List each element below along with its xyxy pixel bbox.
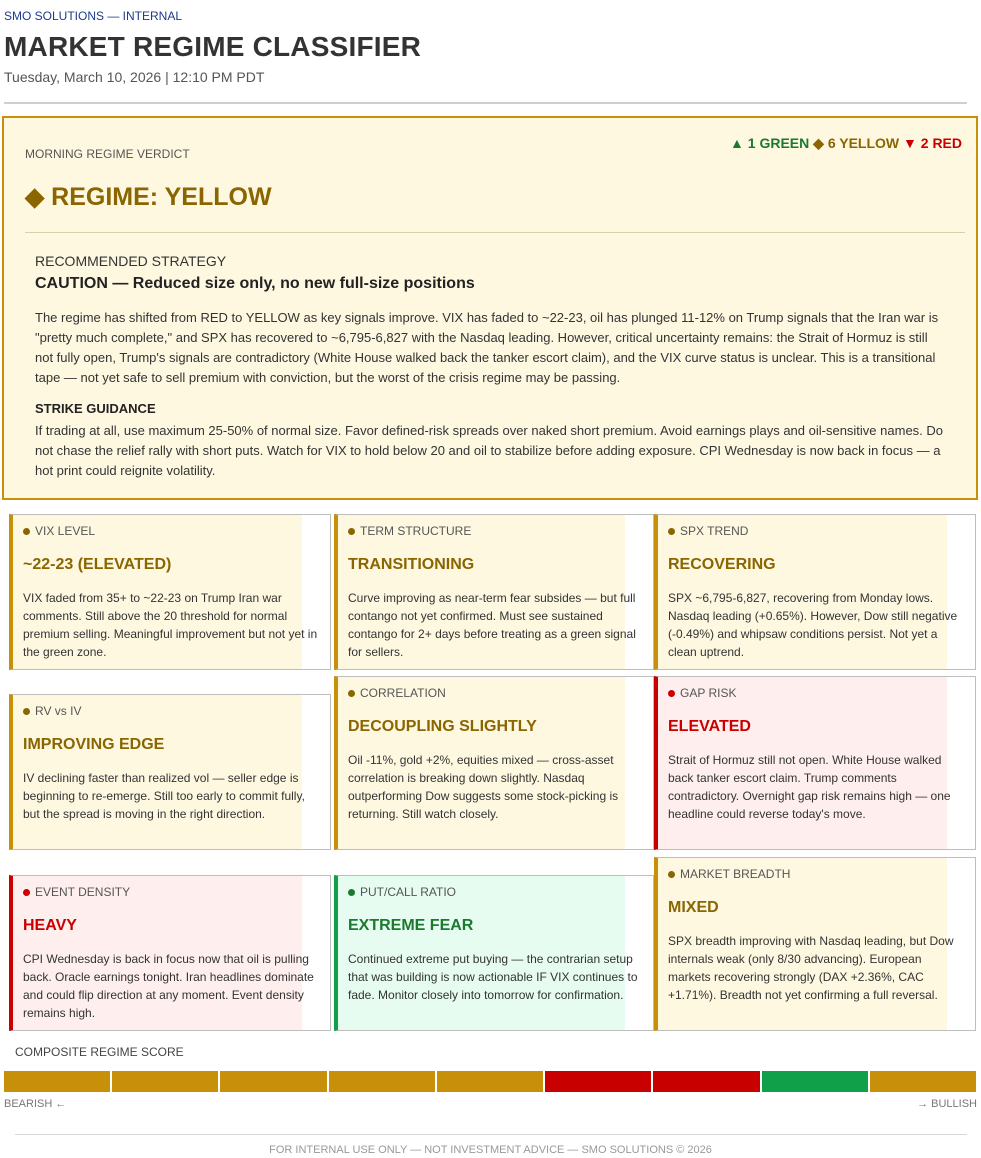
card-value: HEAVY (23, 917, 77, 934)
card-value: RECOVERING (668, 556, 776, 573)
score-segment-yellow (437, 1071, 543, 1092)
card-label: MARKET BREADTH (680, 867, 791, 881)
regime-headline: ◆ REGIME: YELLOW (25, 183, 272, 211)
card-description: Continued extreme put buying — the contrarian setup that was building is now actionable IF VIX continues to fade. Monitor closely into tomorrow for confirmation. (348, 952, 638, 1002)
status-dot-icon (668, 528, 675, 535)
footer-divider (15, 1134, 967, 1135)
verdict-divider (25, 232, 965, 233)
card-label: RV vs IV (35, 704, 82, 718)
status-dot-icon (668, 871, 675, 878)
signal-card-market-breadth (654, 857, 976, 1031)
bearish-label: BEARISH ← (4, 1098, 67, 1110)
report-datetime: Tuesday, March 10, 2026 | 12:10 PM PDT (4, 69, 265, 85)
header-divider (4, 102, 967, 104)
signal-card-rv-vs-iv (9, 694, 331, 850)
signal-card-vix-level (9, 514, 331, 670)
score-segment-yellow (220, 1071, 326, 1092)
status-dot-icon (23, 889, 30, 896)
card-value: MIXED (668, 899, 719, 916)
score-segment-yellow (329, 1071, 435, 1092)
strategy-body: The regime has shifted from RED to YELLOW as key signals improve. VIX has faded to ~22-23, oil has plunged 11-12% on Trump signals that the Iran war is "pretty much complete," and SPX has recovered to ~6,795-6,827 with the Nasdaq leading. However, critical uncertainty remains: the Strait of Hormuz is still not fully open, Trump's signals are contradictory (White House walked back the tanker escort claim), and the VIX curve status is unclear. This is a transitional tape — not yet safe to sell premium with conviction, but the worst of the crisis regime may be passing. (35, 310, 939, 385)
signal-card-put-call-ratio (334, 875, 654, 1031)
page-title: MARKET REGIME CLASSIFIER (4, 31, 422, 62)
green-count: ▲ 1 GREEN (730, 135, 810, 151)
signal-card-term-structure (334, 514, 654, 670)
strike-guidance-label: STRIKE GUIDANCE (35, 401, 156, 416)
card-label: EVENT DENSITY (35, 885, 131, 899)
verdict-label: MORNING REGIME VERDICT (25, 147, 190, 161)
card-label: GAP RISK (680, 686, 737, 700)
bullish-label: → BULLISH (917, 1098, 977, 1110)
status-dot-icon (23, 528, 30, 535)
card-description: CPI Wednesday is back in focus now that oil is pulling back. Oracle earnings tonight. Iran headlines dominate and could flip direction at any moment. Event density remains high. (23, 952, 314, 1020)
signal-card-spx-trend (654, 514, 976, 670)
status-dot-icon (348, 528, 355, 535)
score-segment-red (653, 1071, 759, 1092)
card-value: ~22-23 (ELEVATED) (23, 556, 172, 573)
card-description: VIX faded from 35+ to ~22-23 on Trump Iran war comments. Still above the 20 threshold for normal premium selling. Meaningful improvement but not yet in the green zone. (23, 591, 318, 659)
signal-card-gap-risk (654, 676, 976, 850)
card-label: PUT/CALL RATIO (360, 885, 457, 899)
signal-counts (730, 135, 962, 152)
score-segment-green (762, 1071, 868, 1092)
card-description: Oil -11%, gold +2%, equities mixed — cross-asset correlation is breaking down slightly. Nasdaq outperforming Dow suggests some stock-picking is returning. Still watch closely. (348, 753, 619, 821)
strategy-label: RECOMMENDED STRATEGY (35, 253, 227, 269)
card-label: CORRELATION (360, 686, 446, 700)
status-dot-icon (348, 889, 355, 896)
footer-disclaimer: FOR INTERNAL USE ONLY — NOT INVESTMENT ADVICE — SMO SOLUTIONS © 2026 (269, 1144, 712, 1156)
card-label: SPX TREND (680, 524, 749, 538)
composite-score-bar (4, 1071, 976, 1092)
status-dot-icon (23, 708, 30, 715)
card-value: TRANSITIONING (348, 556, 475, 573)
card-description: Strait of Hormuz still not open. White House walked back tanker escort claim. Trump comments contradictory. Overnight gap risk remains high — one headline could reverse today's move. (668, 753, 951, 821)
score-segment-yellow (4, 1071, 110, 1092)
card-description: IV declining faster than realized vol — seller edge is beginning to re-emerge. Still too early to commit fully, but the spread is moving in the right direction. (23, 771, 305, 821)
score-segment-yellow (112, 1071, 218, 1092)
composite-score-label: COMPOSITE REGIME SCORE (15, 1045, 184, 1059)
score-segment-yellow (870, 1071, 976, 1092)
status-dot-icon (348, 690, 355, 697)
signal-card-correlation (334, 676, 654, 850)
card-value: ELEVATED (668, 718, 751, 735)
card-description: Curve improving as near-term fear subsides — but full contango not yet confirmed. Must see sustained contango for 2+ days before treating as a green signal for sellers. (348, 591, 636, 659)
score-segment-red (545, 1071, 651, 1092)
red-count: ▼ 2 RED (903, 135, 962, 151)
strategy-headline: CAUTION — Reduced size only, no new full-size positions (35, 275, 475, 292)
card-label: TERM STRUCTURE (360, 524, 472, 538)
card-description: SPX ~6,795-6,827, recovering from Monday lows. Nasdaq leading (+0.65%). However, Dow still negative (-0.49%) and whipsaw conditions persist. Not yet a clean uptrend. (668, 591, 958, 659)
signal-card-event-density (9, 875, 331, 1031)
yellow-count: ◆ 6 YELLOW (813, 135, 900, 151)
card-value: DECOUPLING SLIGHTLY (348, 718, 537, 735)
org-label: SMO SOLUTIONS — INTERNAL (4, 9, 183, 23)
strike-guidance-body: If trading at all, use maximum 25-50% of normal size. Favor defined-risk spreads over naked short premium. Avoid earnings plays and oil-sensitive names. Do not chase the relief rally with short puts. Watch for VIX to hold below 20 and oil to stabilize before adding exposure. CPI Wednesday is now back in focus — a hot print could reignite volatility. (35, 423, 944, 478)
card-description: SPX breadth improving with Nasdaq leading, but Dow internals weak (only 8/30 advancing). European markets recovering strongly (DAX +2.36%, CAC +1.71%). Breadth not yet confirming a full reversal. (668, 934, 954, 1002)
card-value: EXTREME FEAR (348, 917, 474, 934)
card-value: IMPROVING EDGE (23, 736, 165, 753)
status-dot-icon (668, 690, 675, 697)
card-label: VIX LEVEL (35, 524, 96, 538)
regime-verdict-panel (2, 116, 978, 500)
